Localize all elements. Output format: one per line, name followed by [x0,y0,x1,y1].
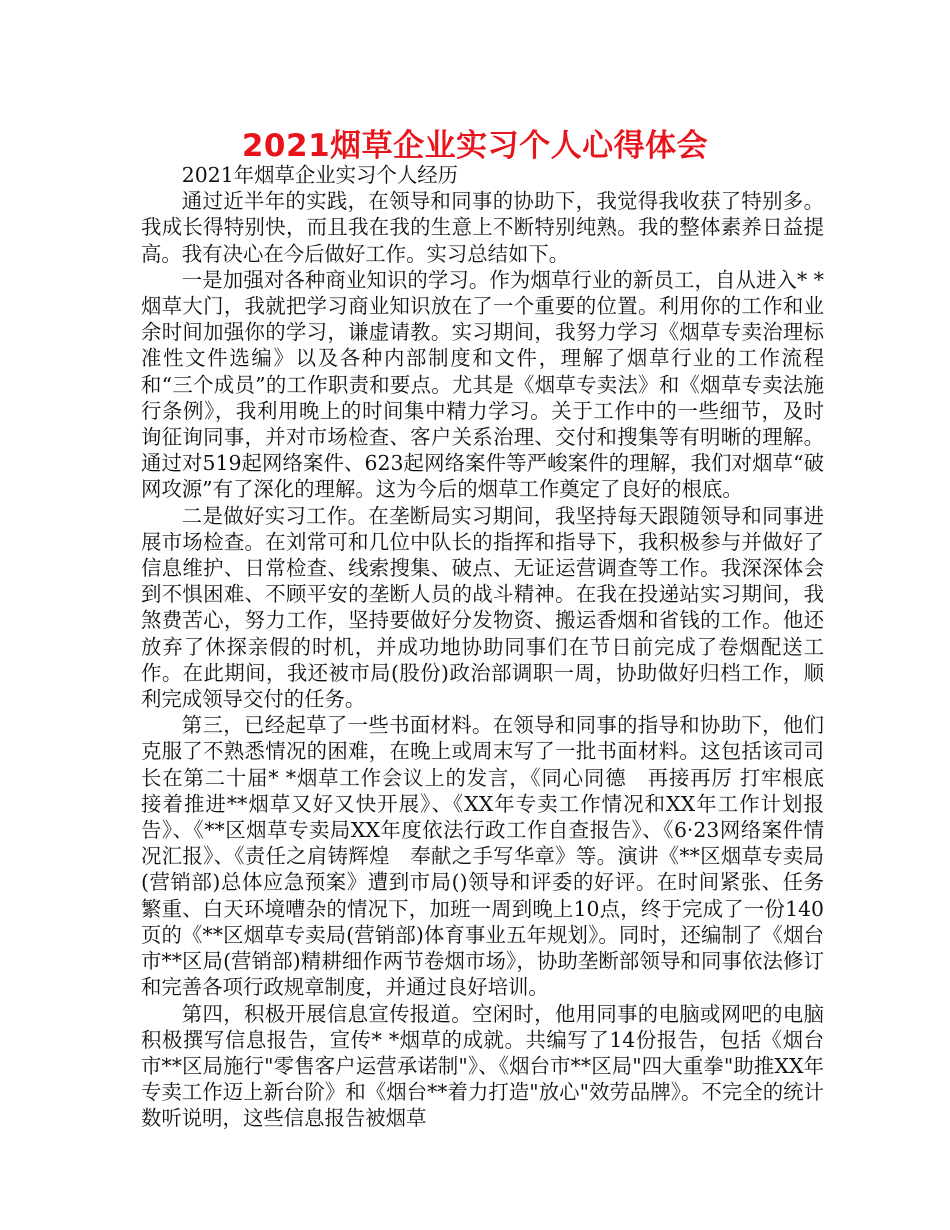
paragraph-fourth-point: 第四，积极开展信息宣传报道。空闲时，他用同事的电脑或网吧的电脑积极撰写信息报告，宣传* *烟草的成就。共编写了14份报告，包括《烟台市**区局施行"零售客户运营承诺制"》、《烟台市**区局"四大重拳"助推XX年专卖工作迈上新台阶》和《烟台**着力打造"放心"效劳品牌》。不完全的统计数听说明，这些信息报告被烟草 [141,1001,824,1131]
paragraph-subtitle: 2021年烟草企业实习个人经历 [181,163,458,187]
paragraph-first-point: 一是加强对各种商业知识的学习。作为烟草行业的新员工，自从进入* *烟草大门，我就把学习商业知识放在了一个重要的位置。利用你的工作和业余时间加强你的学习，谦虚请教。实习期间，我努力学习《烟草专卖治理标准性文件选编》以及各种内部制度和文件，理解了烟草行业的工作流程和“三个成员”的工作职责和要点。尤其是《烟草专卖法》和《烟草专卖法施行条例》，我利用晚上的时间集中精力学习。关于工作中的一些细节，及时询征询同事，并对市场检查、客户关系治理、交付和搜集等有明晰的理解。通过对519起网络案件、623起网络案件等严峻案件的理解，我们对烟草“破网攻源”有了深化的理解。这为今后的烟草工作奠定了良好的根底。 [141,267,824,502]
document-title: 2021烟草企业实习个人心得体会 [241,128,709,164]
document-body [141,162,845,1132]
paragraph-third-point: 第三，已经起草了一些书面材料。在领导和同事的指导和协助下，他们克服了不熟悉情况的困难，在晚上或周末写了一批书面材料。这包括该司司长在第二十届* *烟草工作会议上的发言，《同心同德 再接再厉 打牢根底 接着推进**烟草又好又快开展》、《XX年专卖工作情况和XX年工作计划报告》、《**区烟草专卖局XX年度依法行政工作自查报告》、《6·23网络案件情况汇报》、《责任之肩铸辉煌 奉献之手写华章》等。演讲《**区烟草专卖局(营销部)总体应急预案》遭到市局()领导和评委的好评。在时间紧张、任务繁重、白天环境嘈杂的情况下，加班一周到晚上10点，终于完成了一份140页的《**区烟草专卖局(营销部)体育事业五年规划》。同时，还编制了《烟台市**区局(营销部)精耕细作两节卷烟市场》，协助垄断部领导和同事依法修订和完善各项行政规章制度，并通过良好培训。 [141,713,845,1000]
paragraph-second-point: 二是做好实习工作。在垄断局实习期间，我坚持每天跟随领导和同事进展市场检查。在刘常可和几位中队长的指挥和指导下，我积极参与并做好了信息维护、日常检查、线索搜集、破点、无证运营调查等工作。我深深体会到不惧困难、不顾平安的垄断人员的战斗精神。在我在投递站实习期间，我煞费苦心，努力工作，坚持要做好分发物资、搬运香烟和省钱的工作。他还放弃了休探亲假的时机，并成功地协助同事们在节日前完成了卷烟配送工作。在此期间，我还被市局(股份)政治部调职一周，协助做好归档工作，顺利完成领导交付的任务。 [141,503,824,712]
paragraph-intro: 通过近半年的实践，在领导和同事的协助下，我觉得我收获了特别多。我成长得特别快，而且我在我的生意上不断特别纯熟。我的整体素养日益提高。我有决心在今后做好工作。实习总结如下。 [141,189,824,266]
